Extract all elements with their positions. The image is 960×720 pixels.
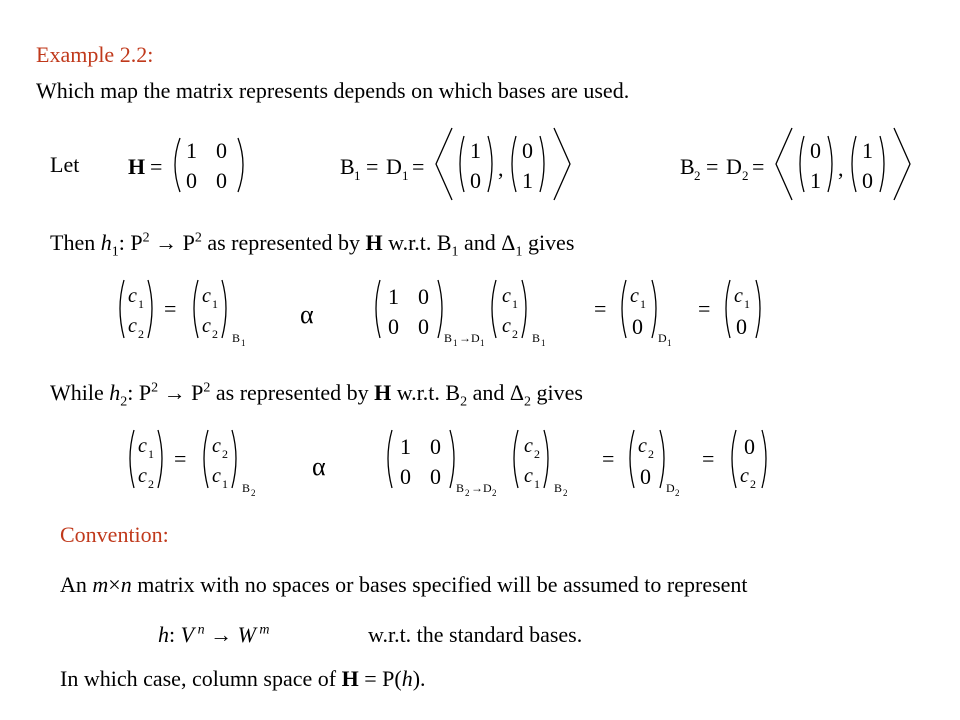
svg-text:0: 0 [430, 434, 441, 459]
svg-text:c: c [740, 465, 749, 487]
svg-text:c: c [638, 435, 647, 457]
svg-text:1: 1 [212, 297, 218, 311]
svg-text:1: 1 [222, 477, 228, 491]
svg-text:B: B [340, 154, 355, 179]
svg-text:c: c [212, 435, 221, 457]
svg-text:1: 1 [640, 297, 646, 311]
matrix-entry: 0 [216, 138, 227, 163]
svg-text:=: = [752, 154, 765, 179]
left-paren [175, 138, 180, 192]
row2-rhs-equation [384, 426, 784, 498]
proportional-symbol: α [300, 300, 314, 329]
svg-text:=: = [174, 446, 187, 471]
svg-text:c: c [202, 285, 211, 307]
svg-text:,: , [838, 156, 844, 181]
then-statement: Then $h_1$: $P^2 \to P^2$ as represented by H w.r.t. $B_1$ and $\Delta_1$ gives [50, 230, 575, 260]
row1-rhs-equation [372, 276, 772, 348]
svg-text:B: B [444, 331, 453, 345]
svg-text:0: 0 [810, 138, 821, 163]
svg-text:1: 1 [388, 284, 399, 309]
svg-text:0: 0 [522, 138, 533, 163]
svg-text:1: 1 [241, 338, 246, 348]
matrix-entry: 0 [216, 168, 227, 193]
svg-text:1: 1 [810, 168, 821, 193]
svg-text:2: 2 [534, 447, 540, 461]
right-paren [238, 138, 243, 192]
h-matrix-definition [128, 132, 258, 198]
while-statement: While $h_2$: $P^2 \to P^2$ as represented by H w.r.t. $B_2$ and $\Delta_2$ gives [50, 380, 583, 410]
svg-text:2: 2 [148, 477, 154, 491]
svg-text:D: D [658, 331, 667, 345]
row2-lhs-equation [126, 426, 276, 498]
svg-text:2: 2 [465, 488, 470, 498]
h-symbol: H [128, 154, 146, 179]
basis-b1-d1-definition [340, 124, 580, 204]
convention-line-1: An m×n matrix with no spaces or bases specified will be assumed to represent [60, 572, 748, 597]
svg-text:2: 2 [492, 488, 497, 498]
svg-text:c: c [128, 285, 137, 307]
svg-text:0: 0 [430, 464, 441, 489]
svg-text:c: c [502, 315, 511, 337]
svg-text:D: D [386, 154, 402, 179]
svg-text:c: c [524, 435, 533, 457]
svg-text:c: c [630, 285, 639, 307]
svg-text:0: 0 [640, 464, 651, 489]
svg-text:2: 2 [694, 168, 701, 183]
left-angle-bracket [436, 128, 452, 200]
svg-text:1: 1 [453, 338, 458, 348]
svg-text:0: 0 [388, 314, 399, 339]
svg-text:B: B [232, 331, 241, 345]
svg-text:0: 0 [418, 284, 429, 309]
svg-text:→: → [471, 481, 483, 495]
svg-text:1: 1 [470, 138, 481, 163]
svg-text:1: 1 [402, 168, 409, 183]
svg-text:2: 2 [742, 168, 749, 183]
svg-text:D: D [726, 154, 742, 179]
right-angle-bracket [554, 128, 570, 200]
svg-text:→: → [459, 331, 471, 345]
svg-text:c: c [524, 465, 533, 487]
svg-text:0: 0 [862, 168, 873, 193]
svg-text:1: 1 [534, 477, 540, 491]
svg-text:1: 1 [667, 338, 672, 348]
svg-text:2: 2 [648, 447, 654, 461]
row1-lhs-equation [116, 276, 266, 348]
svg-text:1: 1 [138, 297, 144, 311]
matrix-entry: 1 [186, 138, 197, 163]
svg-text:2: 2 [563, 488, 568, 498]
svg-text:1: 1 [354, 168, 361, 183]
svg-text:2: 2 [675, 488, 680, 498]
convention-heading: Convention: [60, 522, 169, 547]
svg-text:c: c [212, 465, 221, 487]
svg-text:1: 1 [522, 168, 533, 193]
svg-text:D: D [483, 481, 492, 495]
svg-text:0: 0 [632, 314, 643, 339]
svg-text:1: 1 [400, 434, 411, 459]
svg-text:=: = [412, 154, 425, 179]
svg-text:=: = [702, 446, 715, 471]
svg-text:B: B [242, 481, 251, 495]
svg-text:c: c [202, 315, 211, 337]
svg-text:1: 1 [541, 338, 546, 348]
convention-line-3: In which case, column space of H = P(h). [60, 666, 426, 691]
svg-text:c: c [502, 285, 511, 307]
svg-text:1: 1 [744, 297, 750, 311]
svg-text:=: = [594, 296, 607, 321]
svg-text:2: 2 [251, 488, 256, 498]
svg-text:2: 2 [212, 327, 218, 341]
svg-text:,: , [498, 156, 504, 181]
svg-text:=: = [164, 296, 177, 321]
svg-text:c: c [138, 435, 147, 457]
svg-text:1: 1 [148, 447, 154, 461]
svg-text:1: 1 [480, 338, 485, 348]
svg-text:B: B [554, 481, 563, 495]
svg-text:2: 2 [750, 477, 756, 491]
svg-text:B: B [456, 481, 465, 495]
svg-text:2: 2 [138, 327, 144, 341]
svg-text:=: = [366, 154, 379, 179]
svg-text:c: c [734, 285, 743, 307]
svg-text:=: = [602, 446, 615, 471]
svg-text:2: 2 [222, 447, 228, 461]
svg-text:0: 0 [400, 464, 411, 489]
convention-map: h: V $^n$ → W $^m$ [158, 622, 270, 647]
proportional-symbol-2: α [312, 452, 326, 481]
svg-text:0: 0 [736, 314, 747, 339]
svg-text:=: = [706, 154, 719, 179]
svg-text:B: B [680, 154, 695, 179]
svg-text:B: B [532, 331, 541, 345]
svg-text:c: c [128, 315, 137, 337]
example-subtitle: Which map the matrix represents depends on which bases are used. [36, 78, 630, 103]
svg-text:D: D [666, 481, 675, 495]
example-title: Example 2.2: [36, 42, 154, 67]
svg-text:0: 0 [418, 314, 429, 339]
convention-wrt: w.r.t. the standard bases. [368, 622, 583, 647]
svg-text:D: D [471, 331, 480, 345]
svg-text:2: 2 [512, 327, 518, 341]
svg-text:1: 1 [512, 297, 518, 311]
svg-text:c: c [138, 465, 147, 487]
equals-sign: = [150, 154, 163, 179]
svg-text:=: = [698, 296, 711, 321]
matrix-entry: 0 [186, 168, 197, 193]
let-label: Let [50, 152, 80, 177]
svg-text:0: 0 [470, 168, 481, 193]
svg-text:0: 0 [744, 434, 755, 459]
basis-b2-d2-definition [680, 124, 920, 204]
svg-text:1: 1 [862, 138, 873, 163]
